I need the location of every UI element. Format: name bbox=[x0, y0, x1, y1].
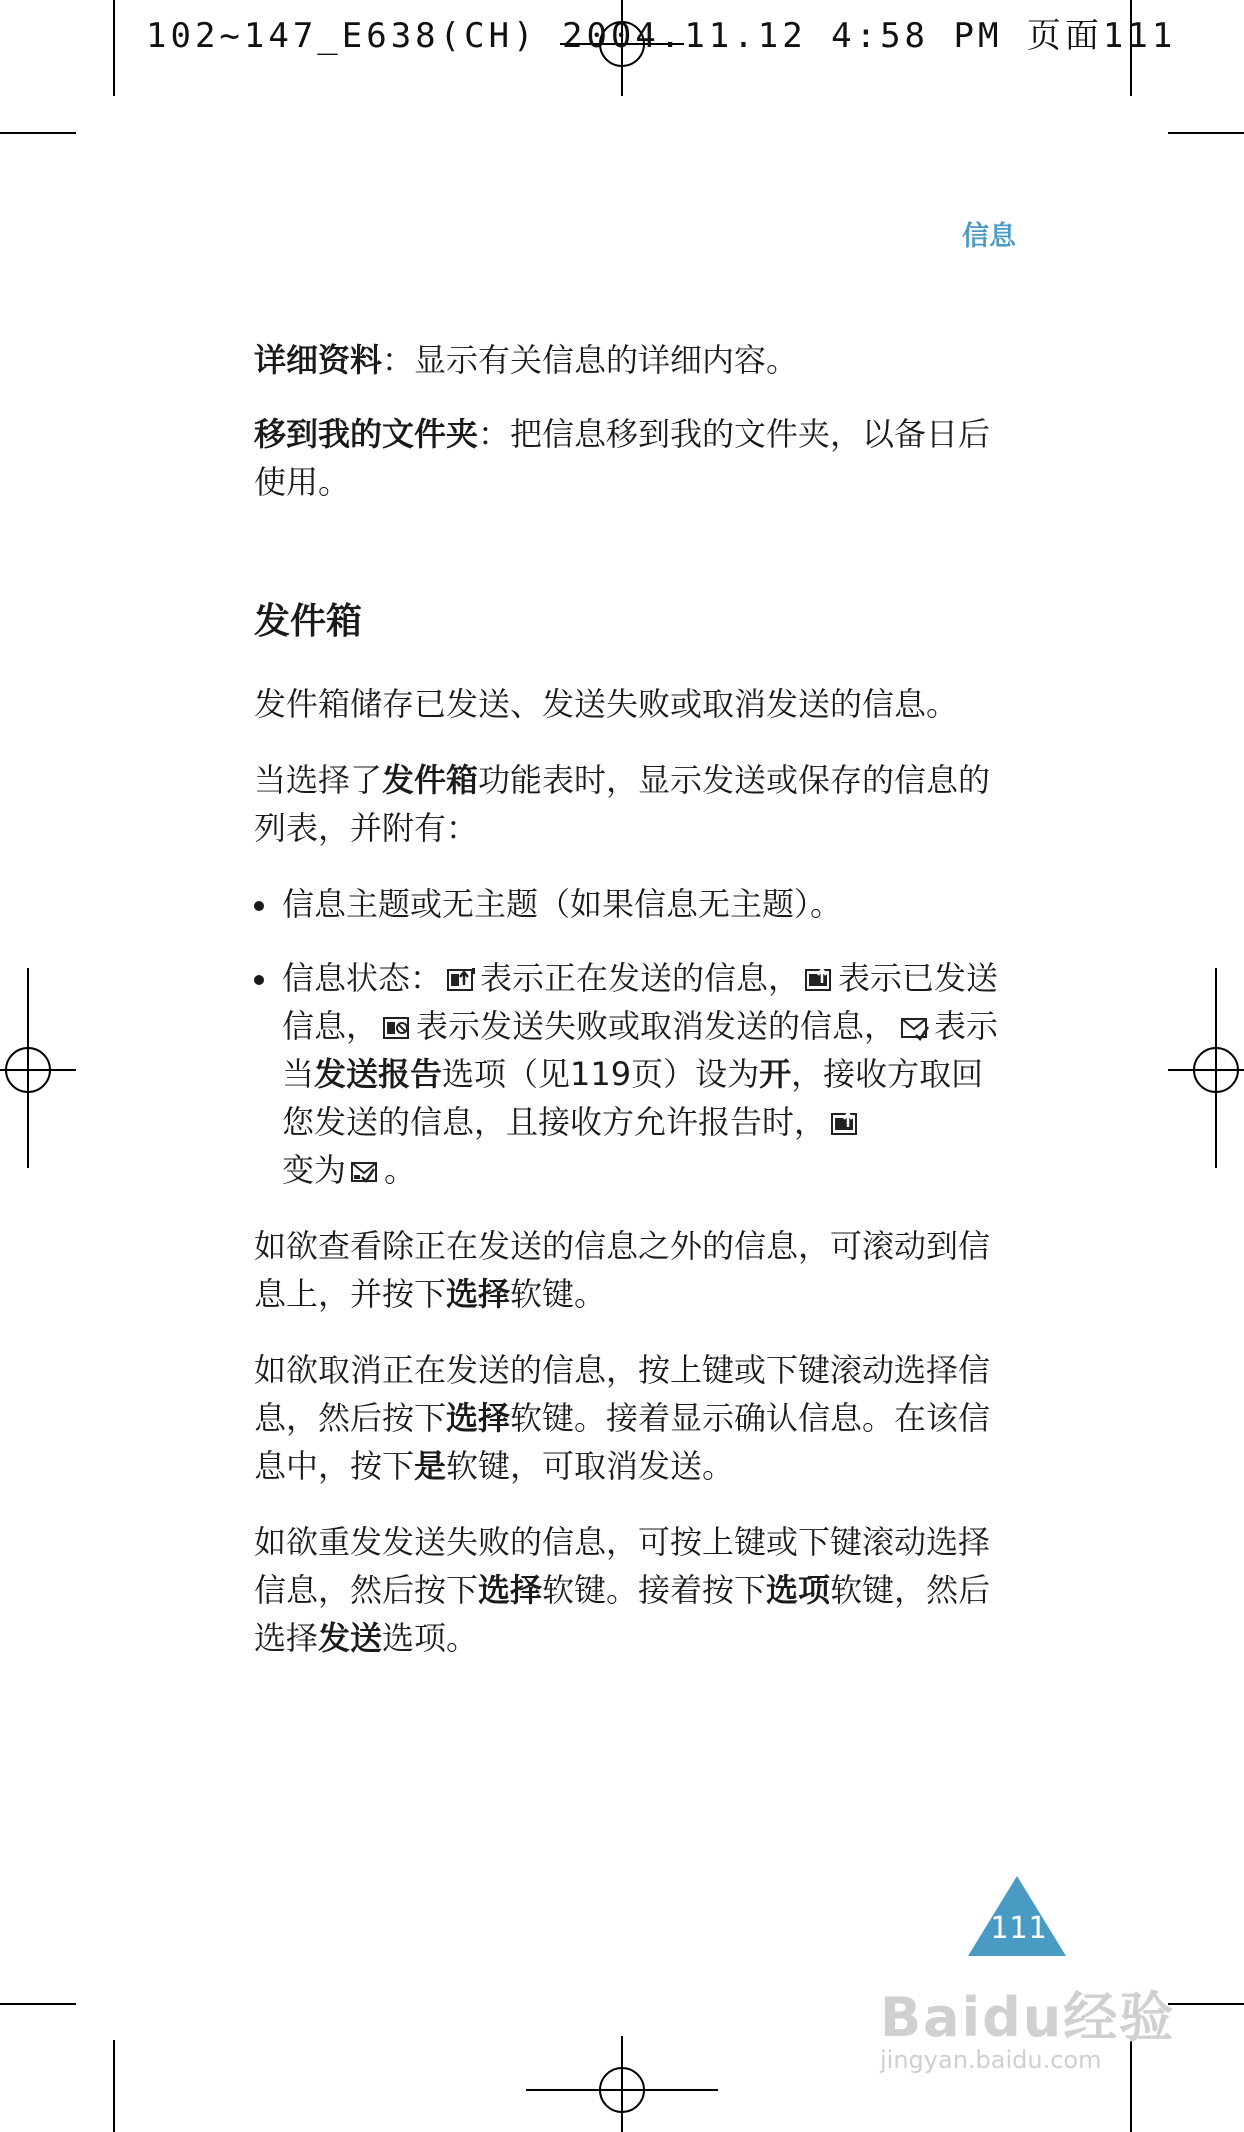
print-slug-header: 102~147_E638(CH) 2004.11.12 4:58 PM 页面111 bbox=[146, 16, 1177, 56]
crop-mark-right-top-horizontal bbox=[1168, 132, 1244, 134]
bullet-subject: 信息主题或无主题（如果信息无主题）。 bbox=[254, 880, 1014, 928]
move-term: 移到我的文件夹 bbox=[254, 415, 479, 453]
bold-term-select: 选择 bbox=[446, 1275, 511, 1313]
sent-status-icon bbox=[830, 1109, 860, 1137]
watermark bbox=[880, 1975, 1180, 2085]
outbox-intro: 发件箱储存已发送、发送失败或取消发送的信息。 bbox=[254, 685, 959, 723]
registration-mark-bottom bbox=[526, 2036, 718, 2132]
report-received-icon bbox=[350, 1157, 380, 1185]
text-run: 表示已发送信息， bbox=[282, 959, 999, 1045]
watermark-logo-text: Baidu经验 bbox=[880, 1986, 1176, 2049]
crop-mark-bottom-left-vertical bbox=[113, 2040, 115, 2132]
detail-term: 详细资料 bbox=[254, 341, 383, 379]
resend-instructions bbox=[254, 1518, 1014, 1662]
text-run: 软键，可取消发送。 bbox=[446, 1447, 735, 1485]
bold-term-yes: 是 bbox=[414, 1447, 447, 1485]
registration-mark-left bbox=[0, 968, 76, 1168]
text-run: 表示正在发送的信息， bbox=[480, 959, 801, 997]
bold-term-outbox: 发件箱 bbox=[382, 761, 479, 799]
text-run: 软键。 bbox=[510, 1275, 607, 1313]
text-run: 软键。接着按下 bbox=[542, 1571, 767, 1609]
text-run: 信息状态： bbox=[282, 959, 443, 997]
text-run: 软键，然后选择 bbox=[254, 1571, 991, 1657]
text-run: 选项。 bbox=[382, 1619, 479, 1657]
cancel-instructions bbox=[254, 1346, 1014, 1490]
view-instructions bbox=[254, 1222, 1014, 1318]
move-text: ：把信息移到我的文件夹，以备日后使用。 bbox=[254, 415, 991, 501]
text-run: 当选择了 bbox=[254, 761, 383, 799]
registration-mark-right bbox=[1168, 968, 1244, 1168]
watermark-url: jingyan.baidu.com bbox=[880, 2046, 1102, 2074]
text-run: 。 bbox=[384, 1151, 417, 1189]
text-run: 如欲查看除正在发送的信息之外的信息，可滚动到信息上，并按下 bbox=[254, 1227, 991, 1313]
text-run: 选项（见119页）设为 bbox=[442, 1055, 760, 1093]
sent-status-icon bbox=[804, 965, 834, 993]
page-body bbox=[254, 336, 1014, 1690]
text-run: 如欲重发发送失败的信息，可按上键或下键滚动选择信息，然后按下 bbox=[254, 1523, 991, 1609]
report-requested-icon bbox=[900, 1013, 930, 1041]
crop-mark-left-top-horizontal bbox=[0, 132, 76, 134]
bold-term-select: 选择 bbox=[446, 1399, 511, 1437]
text-run: ，接收方取回您发送的信息，且接收方允许报告时， bbox=[282, 1055, 984, 1141]
text-run: 功能表时，显示发送或保存的信息的列表，并附有： bbox=[254, 761, 991, 847]
outbox-list-intro bbox=[254, 756, 1014, 852]
crop-mark-left-bottom-horizontal bbox=[0, 2003, 76, 2005]
page-number: 111 bbox=[990, 1911, 1048, 1946]
detail-item bbox=[254, 336, 1014, 384]
sending-status-icon bbox=[446, 965, 476, 993]
section-label: 信息 bbox=[962, 221, 1016, 252]
crop-mark-top-left-vertical bbox=[113, 0, 115, 96]
text-run: 变为 bbox=[282, 1151, 347, 1189]
text-run: 如欲取消正在发送的信息，按上键或下键滚动选择信息，然后按下 bbox=[254, 1351, 991, 1437]
move-item bbox=[254, 410, 1014, 506]
bold-term-options: 选项 bbox=[766, 1571, 831, 1609]
text-run: 表示当 bbox=[282, 1007, 999, 1093]
section-heading-outbox: 发件箱 bbox=[254, 601, 363, 642]
bold-term-on: 开 bbox=[759, 1055, 792, 1093]
bullet-status bbox=[254, 954, 1014, 1194]
outbox-bullet-list bbox=[254, 880, 1014, 1194]
detail-text: ：显示有关信息的详细内容。 bbox=[382, 341, 799, 379]
failed-status-icon bbox=[382, 1013, 412, 1041]
bold-term-send: 发送 bbox=[318, 1619, 383, 1657]
text-run: 表示发送失败或取消发送的信息， bbox=[416, 1007, 897, 1045]
text-run: 软键。接着显示确认信息。在该信息中，按下 bbox=[254, 1399, 991, 1485]
bold-term-select: 选择 bbox=[478, 1571, 543, 1609]
bold-term-delivery-report: 发送报告 bbox=[314, 1055, 443, 1093]
